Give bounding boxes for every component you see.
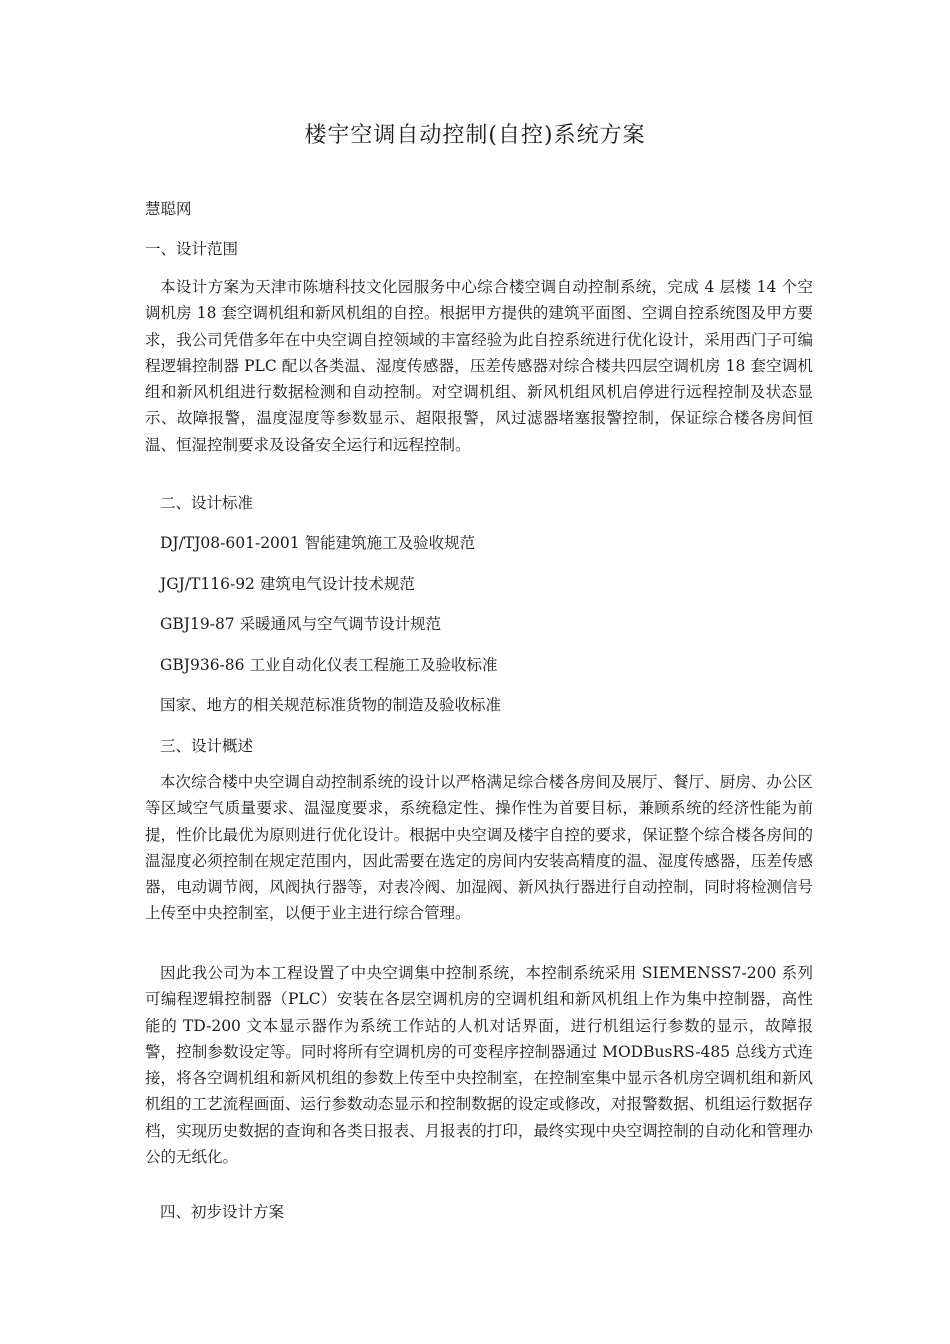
section-heading-standards: 二、设计标准: [160, 494, 254, 512]
standard-item: 国家、地方的相关规范标准货物的制造及验收标准: [160, 696, 502, 714]
source-label: 慧聪网: [145, 200, 192, 218]
section-heading-overview: 三、设计概述: [160, 737, 254, 755]
section-heading-scope: 一、设计范围: [145, 240, 239, 258]
scope-paragraph: 本设计方案为天津市陈塘科技文化园服务中心综合楼空调自动控制系统，完成 4 层楼 14 个空调机房 18 套空调机组和新风机组的自控。根据甲方提供的建筑平面图、空调自控系统图及甲方要求，我公司凭借多年在中央空调自控领域的丰富经验为此自控系统进行优化设计，采用西门子可编程逻辑控制器 PLC 配以各类温、湿度传感器，压差传感器对综合楼共四层空调机房 18 套空调机组和新风机组进行数据检测和自动控制。对空调机组、新风机组风机启停进行远程控制及状态显示、故障报警，温度湿度等参数显示、超限报警，风过滤器堵塞报警控制，保证综合楼各房间恒温、恒湿控制要求及设备安全运行和远程控制。: [145, 278, 813, 454]
standard-item: GBJ19-87 采暖通风与空气调节设计规范: [160, 615, 442, 633]
standard-item: GBJ936-86 工业自动化仪表工程施工及验收标准: [160, 656, 498, 674]
standard-item: DJ/TJ08-601-2001 智能建筑施工及验收规范: [160, 534, 476, 552]
overview-paragraph-2: 因此我公司为本工程设置了中央空调集中控制系统，本控制系统采用 SIEMENSS7-200 系列可编程逻辑控制器（PLC）安装在各层空调机房的空调机组和新风机组上作为集中控制器，高性能的 TD-200 文本显示器作为系统工作站的人机对话界面，进行机组运行参数的显示，故障报警，控制参数设定等。同时将所有空调机房的可变程序控制器通过 MODBusRS-485 总线方式连接，将各空调机组和新风机组的参数上传至中央控制室，在控制室集中显示各机房空调机组和新风机组的工艺流程画面、运行参数动态显示和控制数据的设定或修改，对报警数据、机组运行数据存档，实现历史数据的查询和各类日报表、月报表的打印，最终实现中央空调控制的自动化和管理办公的无纸化。: [145, 964, 813, 1167]
section-heading-preliminary: 四、初步设计方案: [160, 1203, 285, 1221]
standard-item: JGJ/T116-92 建筑电气设计技术规范: [160, 575, 415, 593]
overview-paragraph-1: 本次综合楼中央空调自动控制系统的设计以严格满足综合楼各房间及展厅、餐厅、厨房、办公区等区域空气质量要求、温湿度要求，系统稳定性、操作性为首要目标，兼顾系统的经济性能为前提，性价比最优为原则进行优化设计。根据中央空调及楼宇自控的要求，保证整个综合楼各房间的温湿度必须控制在规定范围内，因此需要在选定的房间内安装高精度的温、湿度传感器，压差传感器，电动调节阀，风阀执行器等，对表冷阀、加湿阀、新风执行器进行自动控制，同时将检测信号上传至中央控制室，以便于业主进行综合管理。: [145, 773, 813, 923]
document-title: 楼宇空调自动控制(自控)系统方案: [304, 123, 646, 148]
